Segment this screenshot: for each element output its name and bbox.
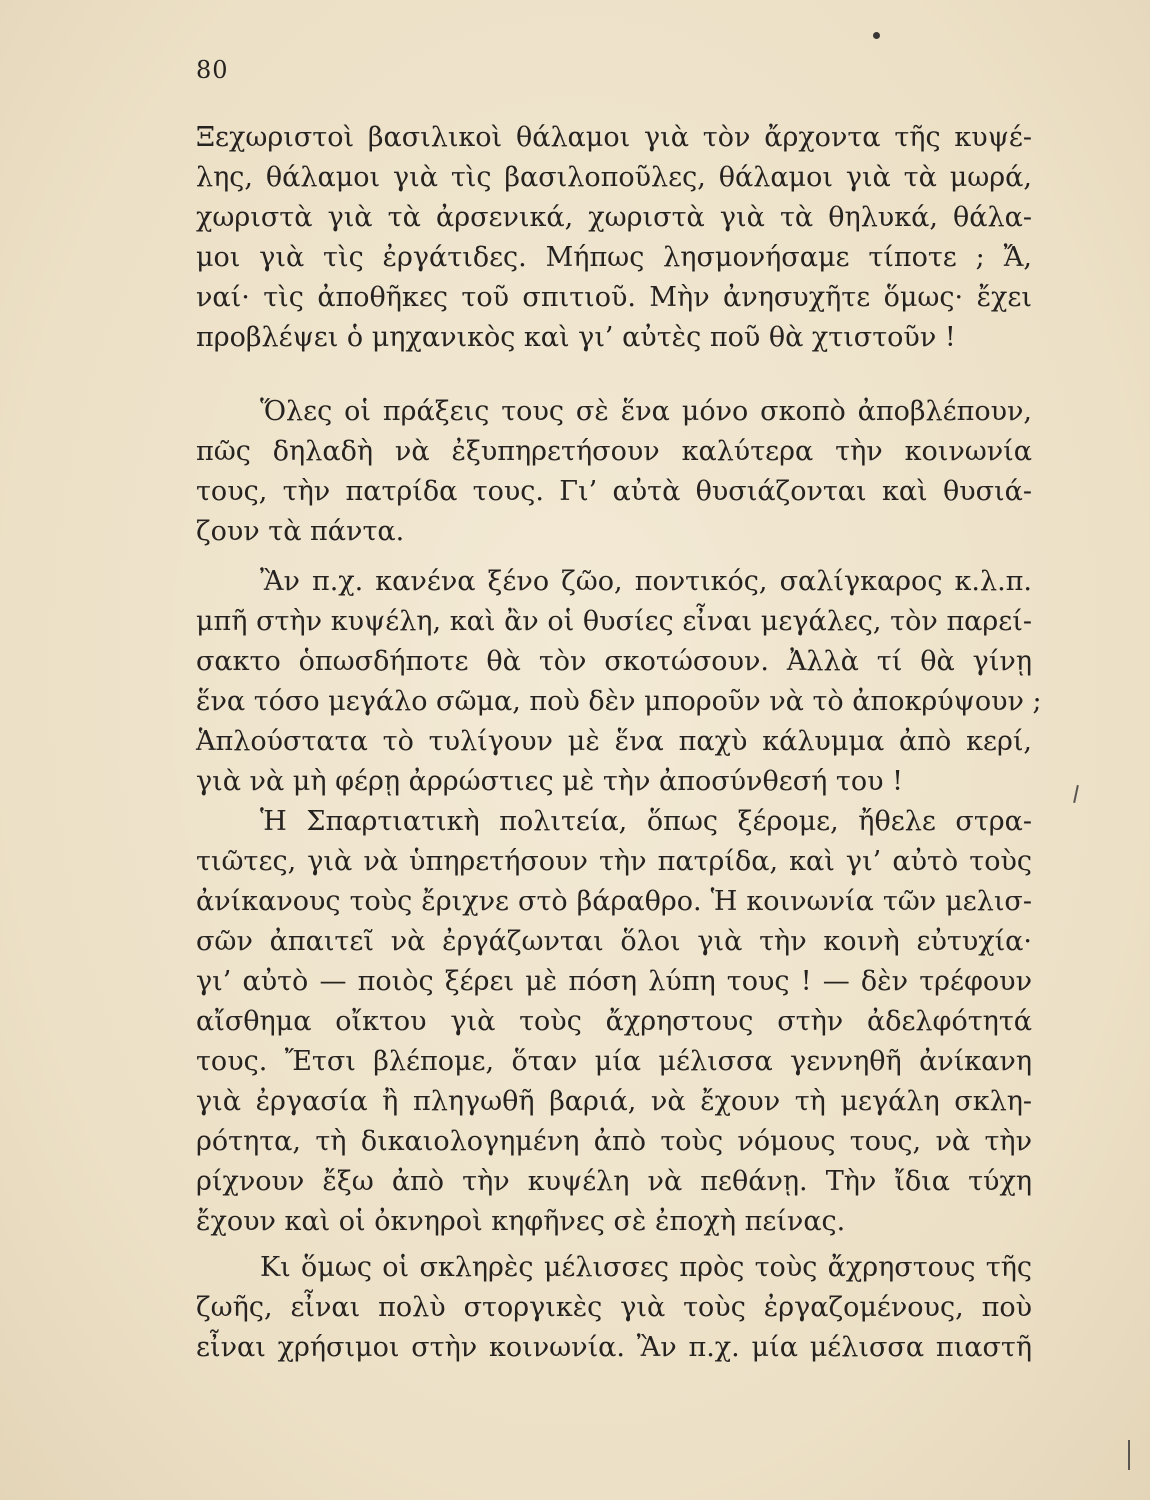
text-line: μπῆ στὴν κυψέλη, καὶ ἂν οἱ θυσίες εἶναι μεγάλες, τὸν παρεί- [196,606,1032,637]
text-line: προβλέψει ὁ μηχανικὸς καὶ γι’ αὐτὲς ποῦ θὰ χτιστοῦν ! [196,322,956,353]
text-line: ρότητα, τὴ δικαιολογημένη ἀπὸ τοὺς νόμους τους, νὰ τὴν [196,1126,1032,1157]
text-line: σῶν ἀπαιτεῖ νὰ ἐργάζωνται ὅλοι γιὰ τὴν κοινὴ εὐτυχία· [196,926,1032,957]
text-line: γι’ αὐτὸ — ποιὸς ξέρει μὲ πόση λύπη τους ! — δὲν τρέφουν [196,966,1032,997]
text-line: τους, τὴν πατρίδα τους. Γι’ αὐτὰ θυσιάζονται καὶ θυσιά- [196,476,1032,507]
text-line: ρίχνουν ἔξω ἀπὸ τὴν κυψέλη νὰ πεθάνῃ. Τὴν ἴδια τύχη [196,1166,1032,1197]
pencil-mark [1128,1440,1130,1470]
ink-speck [873,32,880,39]
text-line: ζωῆς, εἶναι πολὺ στοργικὲς γιὰ τοὺς ἐργαζομένους, ποὺ [196,1292,1032,1323]
text-line: Ξεχωριστοὶ βασιλικοὶ θάλαμοι γιὰ τὸν ἄρχοντα τῆς κυψέ- [196,122,1032,153]
text-line: τους. Ἔτσι βλέπομε, ὅταν μία μέλισσα γεννηθῆ ἀνίκανη [196,1046,1032,1077]
text-line: εἶναι χρήσιμοι στὴν κοινωνία. Ἂν π.χ. μία μέλισσα πιαστῆ [196,1332,1032,1363]
text-line: πῶς δηλαδὴ νὰ ἐξυπηρετήσουν καλύτερα τὴν κοινωνία [196,436,1032,467]
text-line: Ἁπλούστατα τὸ τυλίγουν μὲ ἕνα παχὺ κάλυμμα ἀπὸ κερί, [196,726,1032,757]
text-line: τιῶτες, γιὰ νὰ ὑπηρετήσουν τὴν πατρίδα, καὶ γι’ αὐτὸ τοὺς [196,846,1032,877]
text-line: Ὅλες οἱ πράξεις τους σὲ ἕνα μόνο σκοπὸ ἀποβλέπουν, [260,396,1032,427]
page-number: 80 [196,56,229,84]
text-line: Ἡ Σπαρτιατικὴ πολιτεία, ὅπως ξέρομε, ἤθελε στρα- [260,806,1032,837]
pencil-mark [1073,785,1079,803]
text-line: Κι ὅμως οἱ σκληρὲς μέλισσες πρὸς τοὺς ἄχρηστους τῆς [260,1252,1032,1283]
text-line: ζουν τὰ πάντα. [196,516,405,547]
text-line: λης, θάλαμοι γιὰ τὶς βασιλοποῦλες, θάλαμοι γιὰ τὰ μωρά, [196,162,1032,193]
text-line: σακτο ὁπωσδήποτε θὰ τὸν σκοτώσουν. Ἀλλὰ τί θὰ γίνῃ [196,646,1032,677]
text-line: ναί· τὶς ἀποθῆκες τοῦ σπιτιοῦ. Μὴν ἀνησυχῆτε ὅμως· ἔχει [196,282,1032,313]
text-line: ἔχουν καὶ οἱ ὀκνηροὶ κηφῆνες σὲ ἐποχὴ πείνας. [196,1206,846,1237]
text-line: Ἂν π.χ. κανένα ξένο ζῶο, ποντικός, σαλίγκαρος κ.λ.π. [260,566,1032,597]
text-line: γιὰ ἐργασία ἢ πληγωθῆ βαριά, νὰ ἔχουν τὴ μεγάλη σκλη- [196,1086,1032,1117]
text-line: ἀνίκανους τοὺς ἔριχνε στὸ βάραθρο. Ἡ κοινωνία τῶν μελισ- [196,886,1032,917]
text-line: αἴσθημα οἴκτου γιὰ τοὺς ἄχρηστους στὴν ἀδελφότητά [196,1006,1032,1037]
text-line: χωριστὰ γιὰ τὰ ἀρσενικά, χωριστὰ γιὰ τὰ θηλυκά, θάλα- [196,202,1032,233]
text-line: μοι γιὰ τὶς ἐργάτιδες. Μήπως λησμονήσαμε τίποτε ; Ἄ, [196,242,1032,273]
text-line: γιὰ νὰ μὴ φέρῃ ἀρρώστιες μὲ τὴν ἀποσύνθεσή του ! [196,766,903,797]
text-line: ἕνα τόσο μεγάλο σῶμα, ποὺ δὲν μποροῦν νὰ τὸ ἀποκρύψουν ; [196,686,1042,717]
